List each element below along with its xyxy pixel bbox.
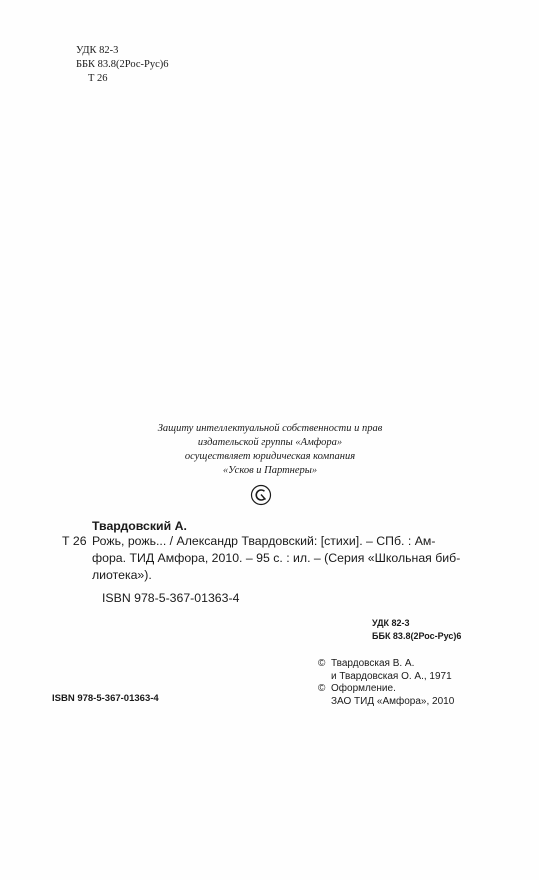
law-firm-logo	[250, 484, 272, 506]
logo-icon	[250, 484, 272, 506]
entry-description	[92, 533, 460, 584]
copyright-holder: Твардовская В. А.	[331, 658, 415, 669]
copyright-symbol: ©	[318, 683, 326, 694]
udk-code: УДК 82-3	[372, 618, 410, 628]
legal-line: «Усков и Партнеры»	[222, 465, 318, 476]
description-line: фора. ТИД Амфора, 2010. – 95 с. : ил. – (Серия «Школьная биб-	[92, 551, 461, 565]
entry-author: Твардовский А.	[92, 519, 187, 533]
copyright-symbol: ©	[318, 658, 326, 669]
copyright-design: Оформление.	[331, 683, 396, 694]
legal-line: осуществляет юридическая компания	[184, 451, 356, 462]
entry-isbn: ISBN 978-5-367-01363-4	[102, 591, 240, 605]
copyright-holder-cont: и Твардовская О. А., 1971	[331, 670, 452, 682]
bbk-code: ББК 83.8(2Рос-Рус)6	[76, 59, 169, 70]
description-line: Рожь, рожь... / Александр Твардовский: [стихи]. – СПб. : Ам-	[92, 534, 436, 548]
legal-line: издательской группы «Амфора»	[197, 437, 343, 448]
legal-notice	[120, 422, 420, 478]
bbk-code: ББК 83.8(2Рос-Рус)6	[372, 631, 462, 641]
copyright-block	[318, 658, 454, 708]
udk-code: УДК 82-3	[76, 45, 119, 56]
classification-block-bottom	[372, 617, 461, 643]
author-mark: Т 26	[88, 73, 108, 84]
classification-block-top	[76, 44, 169, 86]
copyright-publisher: ЗАО ТИД «Амфора», 2010	[331, 695, 455, 707]
description-line: лиотека»).	[92, 568, 152, 582]
legal-line: Защиту интеллектуальной собственности и прав	[157, 423, 383, 434]
entry-code: Т 26	[62, 534, 87, 548]
isbn-bottom: ISBN 978-5-367-01363-4	[52, 693, 159, 704]
